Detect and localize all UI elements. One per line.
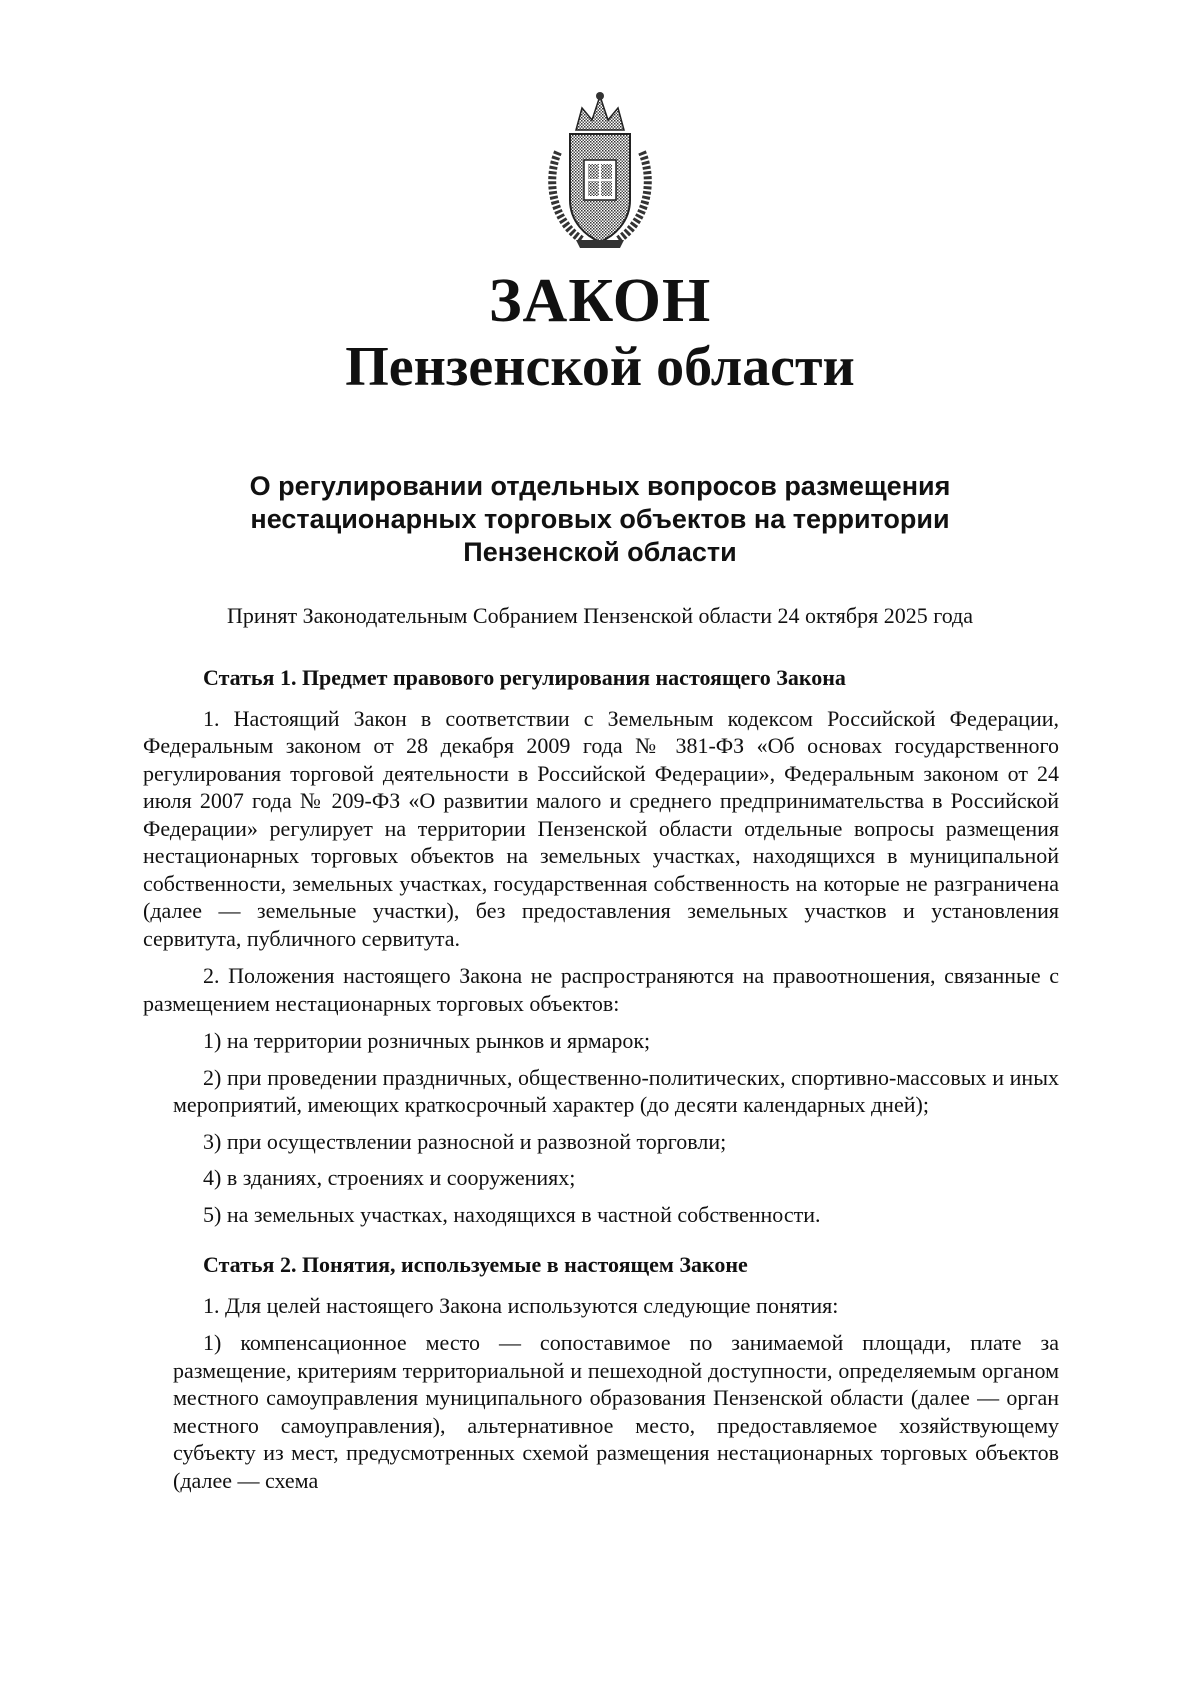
coat-of-arms-emblem — [536, 90, 664, 250]
article-1-heading: Статья 1. Предмет правового регулирования настоящего Закона — [203, 665, 846, 690]
list-item: 1) на территории розничных рынков и ярмарок; — [203, 1028, 651, 1053]
adoption-note: Принят Законодательным Собранием Пензенской области 24 октября 2025 года — [226, 603, 974, 628]
document-title: ЗАКОН — [488, 267, 712, 335]
law-subject-title — [170, 470, 1030, 569]
article-2-heading: Статья 2. Понятия, используемые в настоящем Законе — [203, 1252, 748, 1277]
list-item: 5) на земельных участках, находящихся в частной собственности. — [203, 1201, 821, 1227]
article-1-paragraph-1: 1. Настоящий Закон в соответствии с Земельным кодексом Российской Федерации, Федеральным законом от 28 декабря 2009 года № 381-ФЗ «Об основах государственного регулирования торговой деятельности в Российской Федерации», Федеральным законом от 24 июля 2007 года № 209-ФЗ «О развитии малого и среднего предпринимательства в Российской Федерации» регулирует на территории Пензенской области отдельные вопросы размещения нестационарных торговых объектов на земельных участках, находящихся в муниципальной собственности, земельных участках, государственная собственность на которые не разграничена (далее — земельные участки), без предоставления земельных участков и установления сервитута, публичного сервитута. — [143, 705, 1059, 951]
subject-line: Пензенской области — [463, 537, 737, 567]
list-item: 2) при проведении праздничных, общественно-политических, спортивно-массовых и иных мероприятий, имеющих краткосрочный характер (до десяти календарных дней); — [173, 1064, 1059, 1117]
list-item: 3) при осуществлении разносной и развозной торговли; — [203, 1128, 727, 1154]
law-body — [143, 664, 1059, 1503]
list-item: 4) в зданиях, строениях и сооружениях; — [203, 1165, 576, 1190]
article-2-paragraph-1: 1. Для целей настоящего Закона используются следующие понятия: — [203, 1292, 839, 1318]
list-item: 1) компенсационное место — сопоставимое по занимаемой площади, плате за размещение, критериям территориальной и пешеходной доступности, определяемым органом местного самоуправления муниципального образования Пензенской области (далее — орган местного самоуправления), альтернативное место, предоставляемое хозяйствующему субъекту из мест, предусмотренных схемой размещения нестационарных торговых объектов (далее — схема — [173, 1330, 1059, 1493]
subject-line: О регулировании отдельных вопросов размещения — [249, 471, 951, 501]
article-1-paragraph-2: 2. Положения настоящего Закона не распространяются на правоотношения, связанные с размещением нестационарных торговых объектов: — [143, 963, 1059, 1016]
document-region-title: Пензенской области — [345, 336, 855, 398]
subject-line: нестационарных торговых объектов на территории — [250, 504, 950, 534]
spacer — [143, 1237, 1059, 1251]
